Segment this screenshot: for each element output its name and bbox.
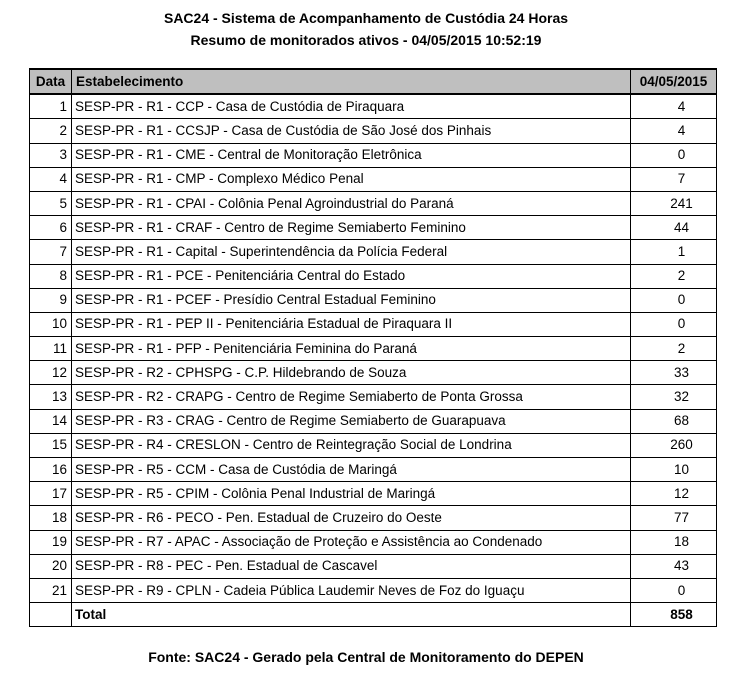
- table-row: [30, 119, 717, 143]
- table-row: [30, 94, 717, 119]
- table-row: [30, 578, 717, 602]
- row-establishment: SESP-PR - R3 - CRAG - Centro de Regime Semiaberto de Guarapuava: [72, 409, 631, 433]
- row-number: 5: [30, 191, 72, 215]
- row-establishment: SESP-PR - R1 - CCSJP - Casa de Custódia de São José dos Pinhais: [72, 119, 631, 143]
- row-count: 260: [631, 433, 717, 457]
- row-number: 3: [30, 143, 72, 167]
- row-establishment: SESP-PR - R1 - PFP - Penitenciária Feminina do Paraná: [72, 337, 631, 361]
- row-establishment: SESP-PR - R1 - CMP - Complexo Médico Penal: [72, 167, 631, 191]
- table-row: [30, 385, 717, 409]
- table-row: [30, 506, 717, 530]
- row-establishment: SESP-PR - R1 - CME - Central de Monitoração Eletrônica: [72, 143, 631, 167]
- table-row: [30, 191, 717, 215]
- row-establishment: SESP-PR - R5 - CPIM - Colônia Penal Industrial de Maringá: [72, 482, 631, 506]
- row-establishment: SESP-PR - R9 - CPLN - Cadeia Pública Laudemir Neves de Foz do Iguaçu: [72, 578, 631, 602]
- table-row: [30, 458, 717, 482]
- table-header-row: [30, 69, 717, 94]
- table-row: [30, 312, 717, 336]
- row-number: 11: [30, 337, 72, 361]
- table-row: [30, 361, 717, 385]
- row-establishment: SESP-PR - R1 - CCP - Casa de Custódia de Piraquara: [72, 94, 631, 119]
- row-number: 6: [30, 216, 72, 240]
- row-count: 68: [631, 409, 717, 433]
- table-row: [30, 240, 717, 264]
- table-row: [30, 216, 717, 240]
- row-count: 18: [631, 530, 717, 554]
- row-number: 16: [30, 458, 72, 482]
- row-number: 8: [30, 264, 72, 288]
- row-number: 4: [30, 167, 72, 191]
- row-number: 10: [30, 312, 72, 336]
- row-number: 17: [30, 482, 72, 506]
- row-count: 241: [631, 191, 717, 215]
- table-row: [30, 554, 717, 578]
- table-row: [30, 482, 717, 506]
- row-establishment: SESP-PR - R1 - CRAF - Centro de Regime Semiaberto Feminino: [72, 216, 631, 240]
- total-spacer: [30, 603, 72, 627]
- row-count: 2: [631, 337, 717, 361]
- row-count: 0: [631, 312, 717, 336]
- row-count: 43: [631, 554, 717, 578]
- source-footer: Fonte: SAC24 - Gerado pela Central de Monitoramento do DEPEN: [148, 649, 584, 665]
- row-establishment: SESP-PR - R1 - PCEF - Presídio Central Estadual Feminino: [72, 288, 631, 312]
- table-row: [30, 264, 717, 288]
- row-count: 0: [631, 143, 717, 167]
- report-subtitle: Resumo de monitorados ativos - 04/05/2015 10:52:19: [190, 32, 542, 48]
- row-establishment: SESP-PR - R1 - PCE - Penitenciária Central do Estado: [72, 264, 631, 288]
- row-count: 0: [631, 578, 717, 602]
- row-count: 4: [631, 94, 717, 119]
- table-row: [30, 337, 717, 361]
- table-row: [30, 288, 717, 312]
- row-establishment: SESP-PR - R6 - PECO - Pen. Estadual de Cruzeiro do Oeste: [72, 506, 631, 530]
- row-count: 0: [631, 288, 717, 312]
- table-row: [30, 433, 717, 457]
- row-count: 1: [631, 240, 717, 264]
- row-establishment: SESP-PR - R1 - PEP II - Penitenciária Estadual de Piraquara II: [72, 312, 631, 336]
- row-establishment: SESP-PR - R5 - CCM - Casa de Custódia de Maringá: [72, 458, 631, 482]
- row-establishment: SESP-PR - R8 - PEC - Pen. Estadual de Cascavel: [72, 554, 631, 578]
- row-number: 1: [30, 94, 72, 119]
- row-number: 13: [30, 385, 72, 409]
- row-number: 21: [30, 578, 72, 602]
- total-label: Total: [72, 603, 631, 627]
- row-count: 10: [631, 458, 717, 482]
- row-count: 77: [631, 506, 717, 530]
- report-title: SAC24 - Sistema de Acompanhamento de Custódia 24 Horas: [163, 10, 569, 26]
- row-establishment: SESP-PR - R2 - CPHSPG - C.P. Hildebrando de Souza: [72, 361, 631, 385]
- row-count: 2: [631, 264, 717, 288]
- table-body: [30, 94, 717, 602]
- row-count: 4: [631, 119, 717, 143]
- row-number: 9: [30, 288, 72, 312]
- total-value: 858: [631, 603, 717, 627]
- table-row: [30, 167, 717, 191]
- row-number: 19: [30, 530, 72, 554]
- row-number: 18: [30, 506, 72, 530]
- row-establishment: SESP-PR - R4 - CRESLON - Centro de Reintegração Social de Londrina: [72, 433, 631, 457]
- monitored-summary-table: [29, 68, 717, 627]
- row-establishment: SESP-PR - R2 - CRAPG - Centro de Regime Semiaberto de Ponta Grossa: [72, 385, 631, 409]
- row-establishment: SESP-PR - R1 - Capital - Superintendência da Polícia Federal: [72, 240, 631, 264]
- row-number: 2: [30, 119, 72, 143]
- column-header-date: 04/05/2015: [631, 69, 717, 94]
- row-establishment: SESP-PR - R1 - CPAI - Colônia Penal Agroindustrial do Paraná: [72, 191, 631, 215]
- table-row: [30, 409, 717, 433]
- column-header-data: Data: [30, 69, 72, 94]
- total-row: [30, 603, 717, 627]
- row-count: 12: [631, 482, 717, 506]
- row-count: 32: [631, 385, 717, 409]
- row-number: 20: [30, 554, 72, 578]
- table-row: [30, 143, 717, 167]
- row-establishment: SESP-PR - R7 - APAC - Associação de Proteção e Assistência ao Condenado: [72, 530, 631, 554]
- row-number: 15: [30, 433, 72, 457]
- row-number: 14: [30, 409, 72, 433]
- row-count: 7: [631, 167, 717, 191]
- row-number: 7: [30, 240, 72, 264]
- table-row: [30, 530, 717, 554]
- row-count: 44: [631, 216, 717, 240]
- column-header-estabelecimento: Estabelecimento: [72, 69, 631, 94]
- row-count: 33: [631, 361, 717, 385]
- row-number: 12: [30, 361, 72, 385]
